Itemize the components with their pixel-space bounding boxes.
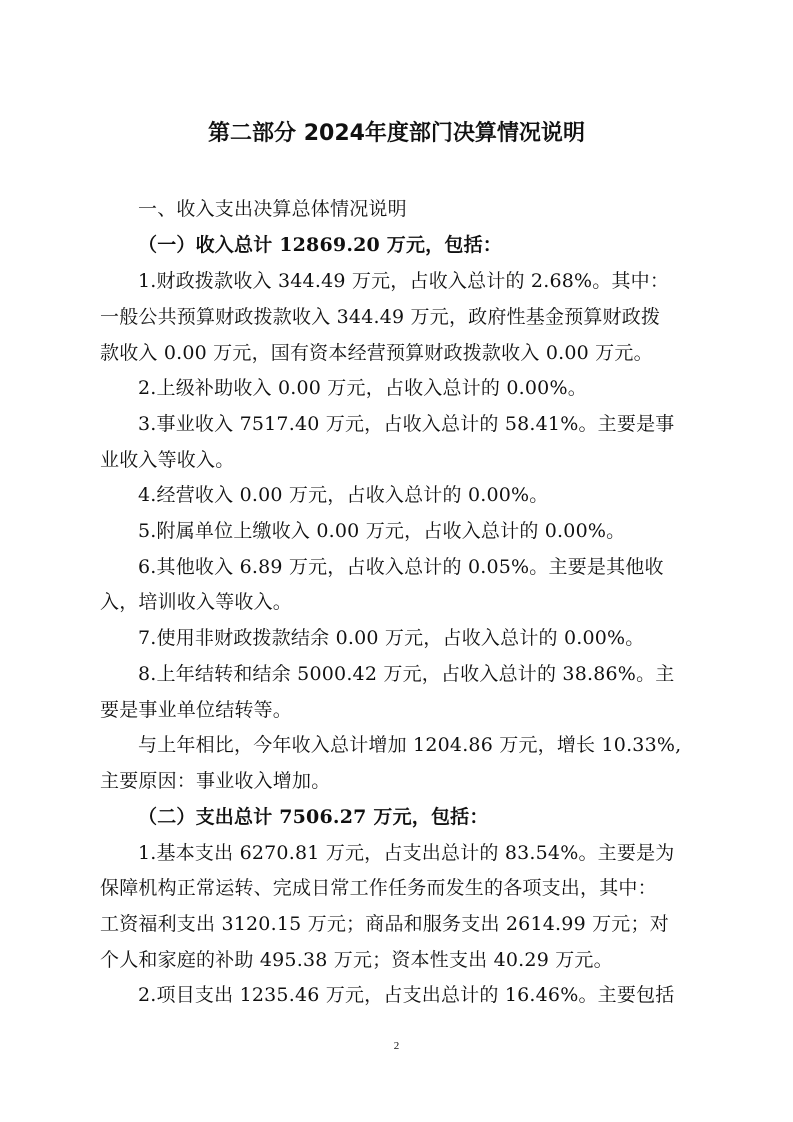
income-subheading: （一）收入总计 12869.20 万元，包括： — [138, 234, 502, 256]
paragraph-line: 6.其他收入 6.89 万元，占收入总计的 0.05%。主要是其他收 — [138, 556, 664, 578]
paragraph-line: 5.附属单位上缴收入 0.00 万元，占收入总计的 0.00%。 — [138, 520, 626, 542]
paragraph-line: 款收入 0.00 万元，国有资本经营预算财政拨款收入 0.00 万元。 — [100, 342, 653, 364]
paragraph-line: 工资福利支出 3120.15 万元；商品和服务支出 2614.99 万元；对 — [100, 913, 669, 935]
paragraph-line: 与上年相比，今年收入总计增加 1204.86 万元，增长 10.33%, — [138, 734, 682, 756]
paragraph-line: 2.项目支出 1235.46 万元，占支出总计的 16.46%。主要包括 — [138, 984, 675, 1006]
paragraph-line: 2.上级补助收入 0.00 万元，占收入总计的 0.00%。 — [138, 377, 587, 399]
page-number: 2 — [393, 1040, 400, 1052]
paragraph-line: 4.经营收入 0.00 万元，占收入总计的 0.00%。 — [138, 484, 549, 506]
paragraph-line: 1.财政拨款收入 344.49 万元，占收入总计的 2.68%。其中： — [138, 270, 670, 292]
paragraph-line: 8.上年结转和结余 5000.42 万元，占收入总计的 38.86%。主 — [138, 663, 675, 685]
paragraph-line: 1.基本支出 6270.81 万元，占支出总计的 83.54%。主要是为 — [138, 842, 675, 864]
paragraph-line: 入，培训收入等收入。 — [100, 591, 293, 613]
page-title: 第二部分 2024年度部门决算情况说明 — [208, 121, 585, 146]
paragraph-line: 3.事业收入 7517.40 万元，占收入总计的 58.41%。主要是事 — [138, 413, 675, 435]
paragraph-line: 个人和家庭的补助 495.38 万元；资本性支出 40.29 万元。 — [100, 949, 613, 971]
paragraph-line: 业收入等收入。 — [100, 449, 235, 471]
paragraph-line: 主要原因：事业收入增加。 — [100, 770, 331, 792]
paragraph-line: 要是事业单位结转等。 — [100, 699, 293, 721]
paragraph-line: 一般公共预算财政拨款收入 344.49 万元，政府性基金预算财政拨 — [100, 306, 661, 328]
paragraph-line: 保障机构正常运转、完成日常工作任务而发生的各项支出，其中： — [100, 877, 657, 899]
paragraph-line: 7.使用非财政拨款结余 0.00 万元，占收入总计的 0.00%。 — [138, 627, 645, 649]
expenditure-subheading: （二）支出总计 7506.27 万元，包括： — [138, 806, 489, 828]
section-heading: 一、收入支出决算总体情况说明 — [138, 198, 407, 220]
